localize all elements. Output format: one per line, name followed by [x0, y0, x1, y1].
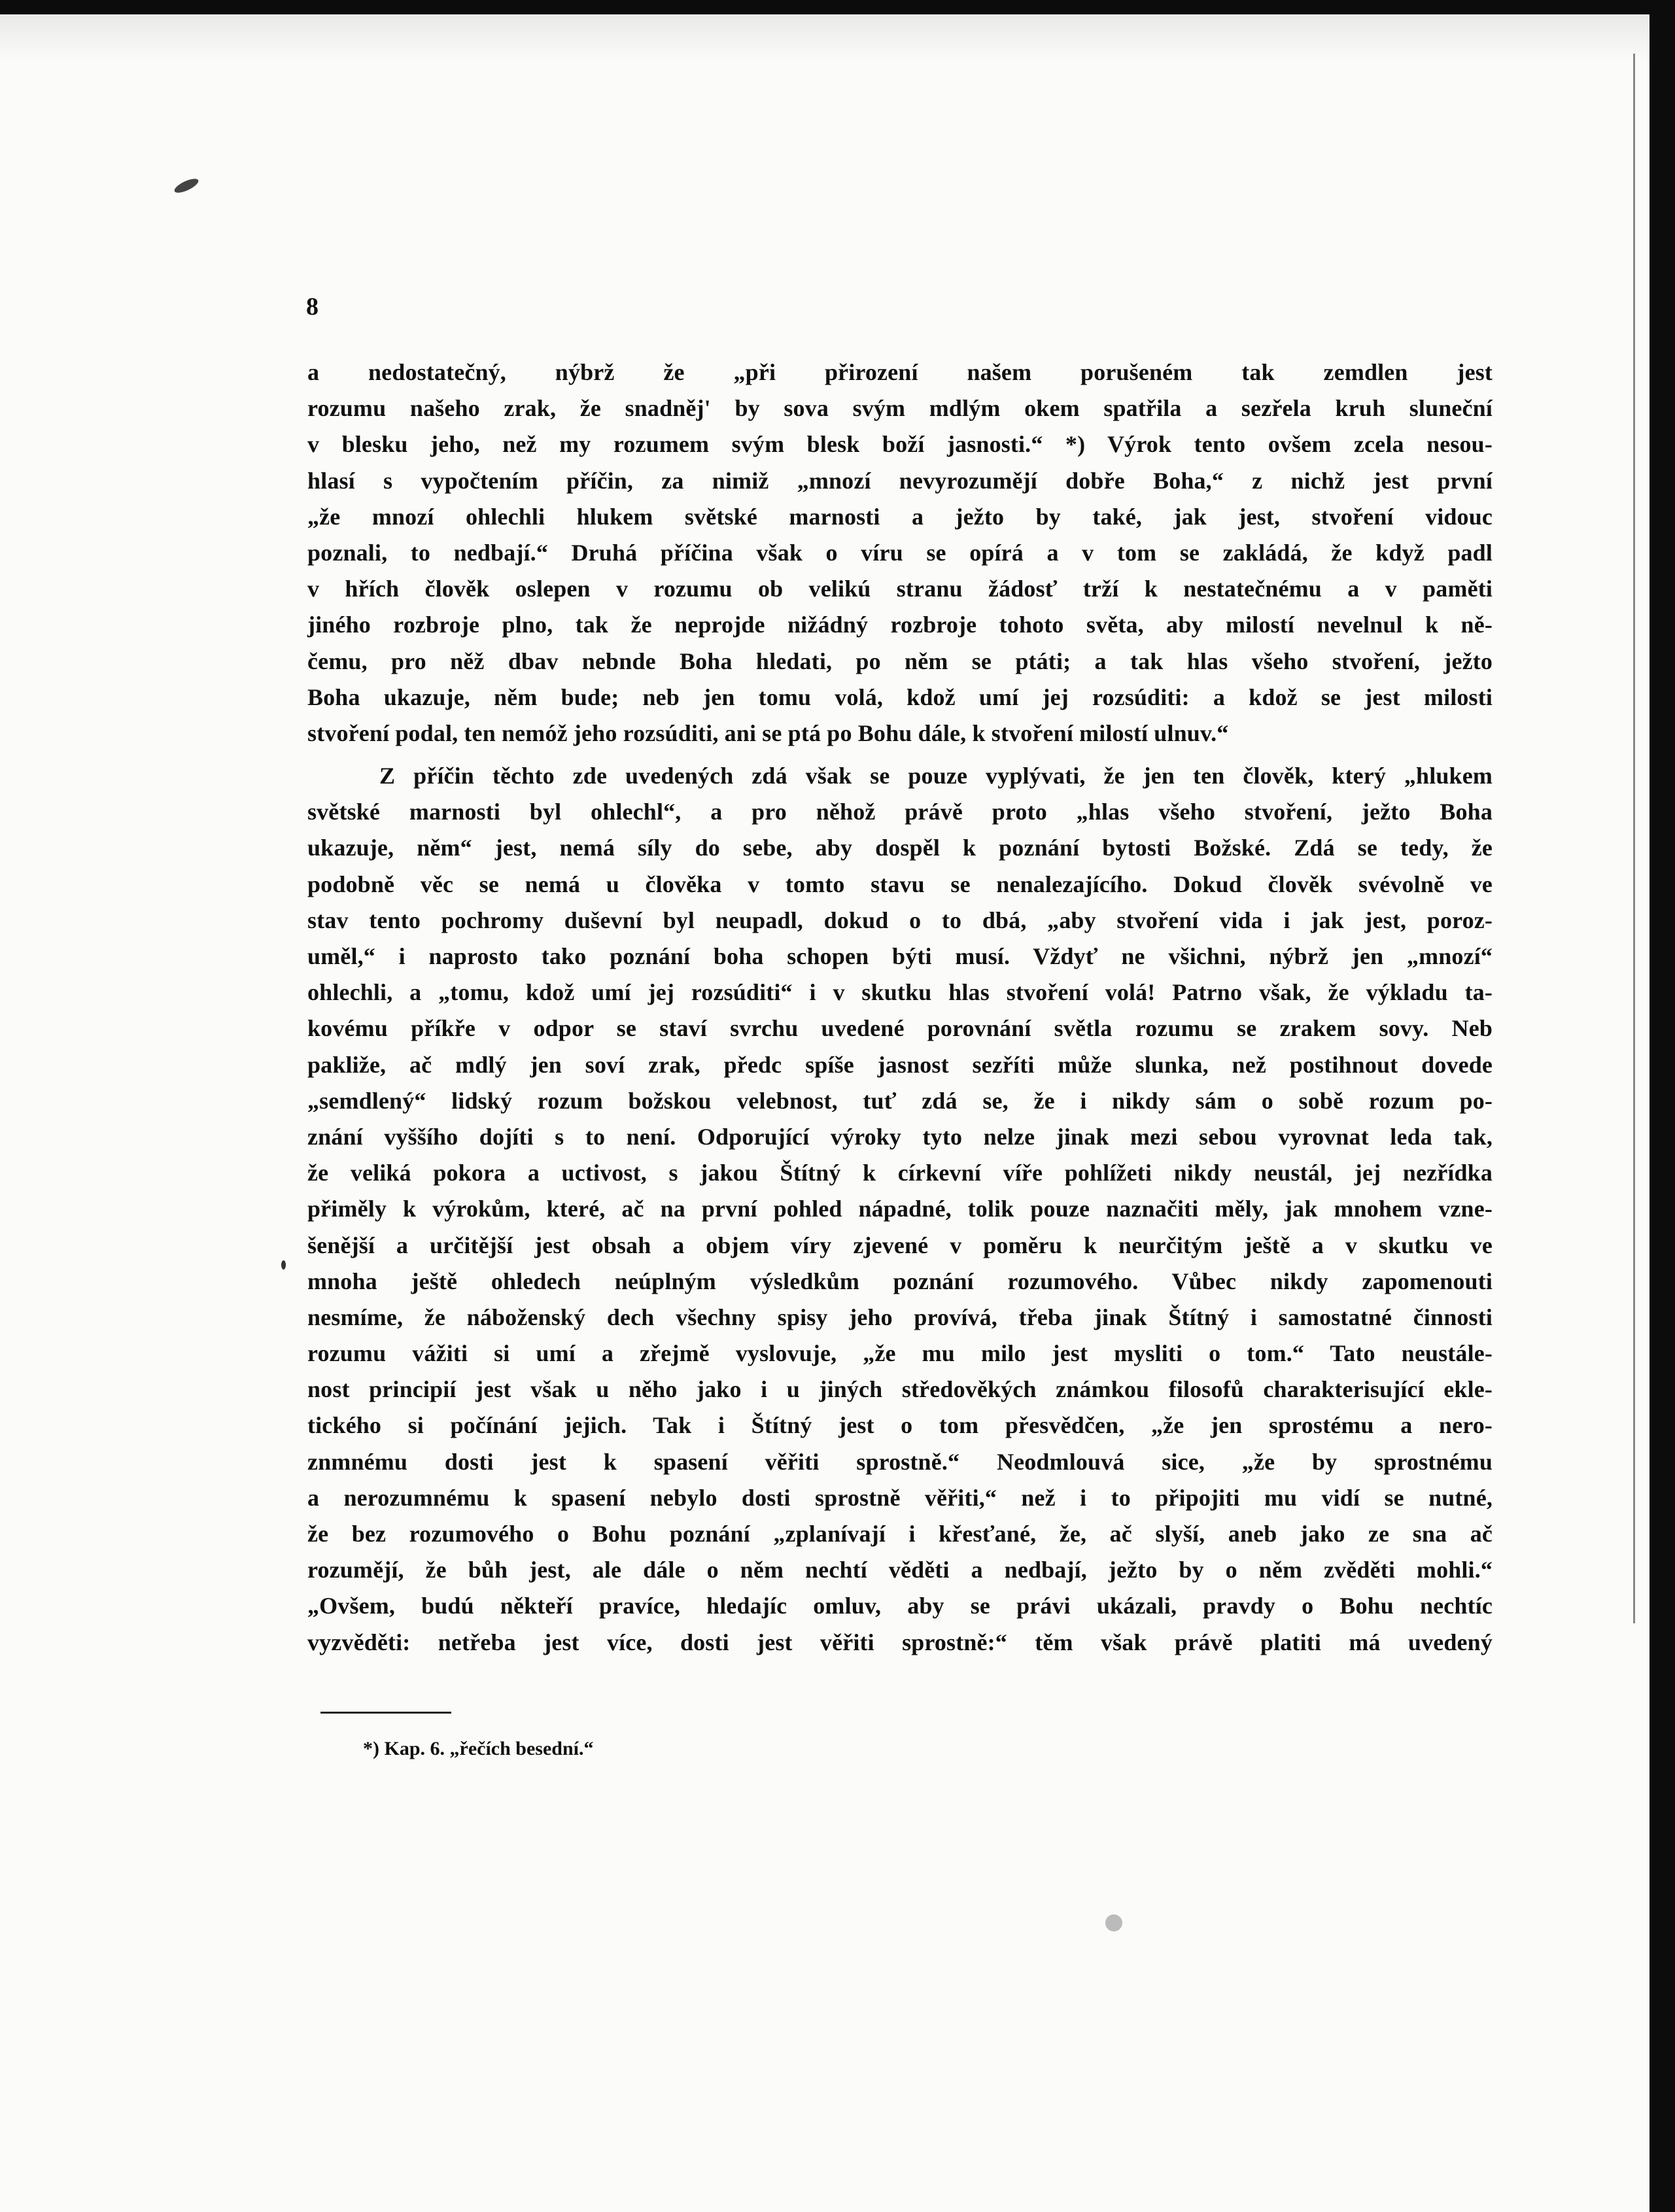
text-line: nesmíme, že náboženský dech všechny spisy jeho provívá, třeba jinak Štítný i samostatné činnosti: [307, 1304, 1493, 1330]
text-line: přiměly k výrokům, které, ač na první pohled nápadné, tolik pouze naznačiti měly, jak mnohem vzne-: [307, 1196, 1493, 1222]
text-line: podobně věc se nemá u člověka v tomto stavu se nenalezajícího. Dokud člověk svévolně ve: [307, 871, 1493, 897]
text-line: tického si počínání jejich. Tak i Štítný jest o tom přesvědčen, „že jen sprostému a nero-: [307, 1412, 1493, 1439]
text-line: ohlechli, a „tomu, kdož umí jej rozsúditi“ i v skutku hlas stvoření volá! Patrno však, že výkladu ta-: [307, 979, 1493, 1006]
text-line: „že mnozí ohlechli hlukem světské marnosti a ježto by také, jak jest, stvoření vidouc: [307, 503, 1493, 530]
text-line: „Ovšem, budú někteří pravíce, hledajíc omluv, aby se právi ukázali, pravdy o Bohu nechtíc: [307, 1593, 1493, 1619]
text-line: Z příčin těchto zde uvedených zdá však se pouze vyplývati, že jen ten člověk, který „hlukem: [379, 763, 1493, 789]
text-line: hlasí s vypočtením příčin, za nimiž „mnozí nevyrozumějí dobře Boha,“ z nichž jest první: [307, 467, 1493, 494]
text-line: stav tento pochromy duševní byl neupadl, dokud o to dbá, „aby stvoření vida i jak jest, poroz-: [307, 907, 1493, 933]
text-line: jiného rozbroje plno, tak že neprojde nižádný rozbroje tohoto světa, aby milostí nevelnul k ně-: [307, 612, 1493, 638]
text-line: uměl,“ i naprosto tako poznání boha schopen býti musí. Vždyť ne všichni, nýbrž jen „mnozí“: [307, 943, 1493, 969]
text-line: Boha ukazuje, něm bude; neb jen tomu volá, kdož umí jej rozsúditi: a kdož se jest milosti: [307, 683, 1493, 710]
footnote-rule: [320, 1712, 451, 1714]
footnote: *) Kap. 6. „řečích besední.“: [363, 1738, 594, 1759]
paragraph-1: [307, 354, 1493, 752]
scanned-page: [0, 14, 1649, 2212]
text-line: stvoření podal, ten nemóž jeho rozsúditi, ani se ptá po Bohu dále, k stvoření milostí ulnuv.“: [307, 719, 1229, 746]
text-line: a nedostatečný, nýbrž že „při přirození našem porušeném tak zemdlen jest: [307, 359, 1493, 385]
text-line: čemu, pro něž dbav nebnde Boha hledati, po něm se ptáti; a tak hlas všeho stvoření, ježto: [307, 648, 1493, 674]
page-number: 8: [306, 293, 319, 320]
text-line: rozumějí, že bůh jest, ale dále o něm nechtí věděti a nedbají, ježto by o něm zvěděti mohli.“: [307, 1557, 1493, 1583]
text-line: šenější a určitější jest obsah a objem víry zjevené v poměru k neurčitým ještě a v skutku ve: [307, 1232, 1493, 1258]
text-line: a nerozumnému k spasení nebylo dosti sprostně věřiti,“ než i to připojiti mu vidí se nutné,: [307, 1484, 1493, 1511]
page-top-shadow: [0, 14, 1649, 60]
text-line: v hřích člověk oslepen v rozumu ob velikú stranu žádosť trží k nestatečnému a v paměti: [307, 576, 1493, 602]
text-line: poznali, to nedbají.“ Druhá příčina však o víru se opírá a v tom se zakládá, že když padl: [307, 539, 1493, 566]
ink-speck: [281, 1260, 286, 1270]
scan-edge-line: [1633, 54, 1635, 1623]
ink-speck: [173, 176, 200, 196]
text-line: světské marnosti byl ohlechl“, a pro něhož právě proto „hlas všeho stvoření, ježto Boha: [307, 799, 1493, 825]
text-line: znání vyššího dojíti s to není. Odporující výroky tyto nelze jinak mezi sebou vyrovnat leda tak,: [307, 1123, 1493, 1150]
text-line: že bez rozumového o Bohu poznání „zplanívají i křesťané, že, ač slyší, aneb jako ze sna ač: [307, 1521, 1493, 1547]
text-line: vyzvěděti: netřeba jest více, dosti jest věřiti sprostně:“ těm však právě platiti má uvedený: [307, 1629, 1493, 1655]
text-line: „semdlený“ lidský rozum božskou velebnost, tuť zdá se, že i nikdy sám o sobě rozum po-: [307, 1087, 1493, 1114]
ink-speck: [1105, 1914, 1122, 1931]
text-line: v blesku jeho, než my rozumem svým blesk boží jasnosti.“ *) Výrok tento ovšem zcela nesou-: [307, 431, 1493, 458]
text-line: nost principií jest však u něho jako i u jiných středověkých známkou filosofů charakterisující eklе-: [307, 1376, 1493, 1403]
text-line: pakliže, ač mdlý jen soví zrak, předc spíše jasnost sezříti může slunka, než postihnout dovede: [307, 1051, 1493, 1078]
text-line: mnoha ještě ohledech neúplným výsledkům poznání rozumového. Vůbec nikdy zapomenouti: [307, 1268, 1493, 1294]
body-text: [307, 354, 1493, 1661]
text-line: rozumu našeho zrak, že snadněj' by sova svým mdlým okem spatřila a sezřela kruh sluneční: [307, 395, 1493, 422]
text-line: znmnému dosti jest k spasení věřiti sprostně.“ Neodmlouvá sice, „že by sprostnému: [307, 1448, 1493, 1475]
text-line: že veliká pokora a uctivost, s jakou Štítný k církevní víře pohlížeti nikdy neustál, jej nezřídka: [307, 1160, 1493, 1186]
text-line: ukazuje, něm“ jest, nemá síly do sebe, aby dospěl k poznání bytosti Božské. Zdá se tedy, že: [307, 835, 1493, 861]
paragraph-2: [307, 758, 1493, 1661]
text-line: rozumu vážiti si umí a zřejmě vyslovuje, „že mu milo jest mysliti o tom.“ Tato neustále-: [307, 1340, 1493, 1367]
text-line: kovému příkře v odpor se staví svrchu uvedené porovnání světla rozumu se zrakem sovy. Neb: [307, 1015, 1493, 1042]
